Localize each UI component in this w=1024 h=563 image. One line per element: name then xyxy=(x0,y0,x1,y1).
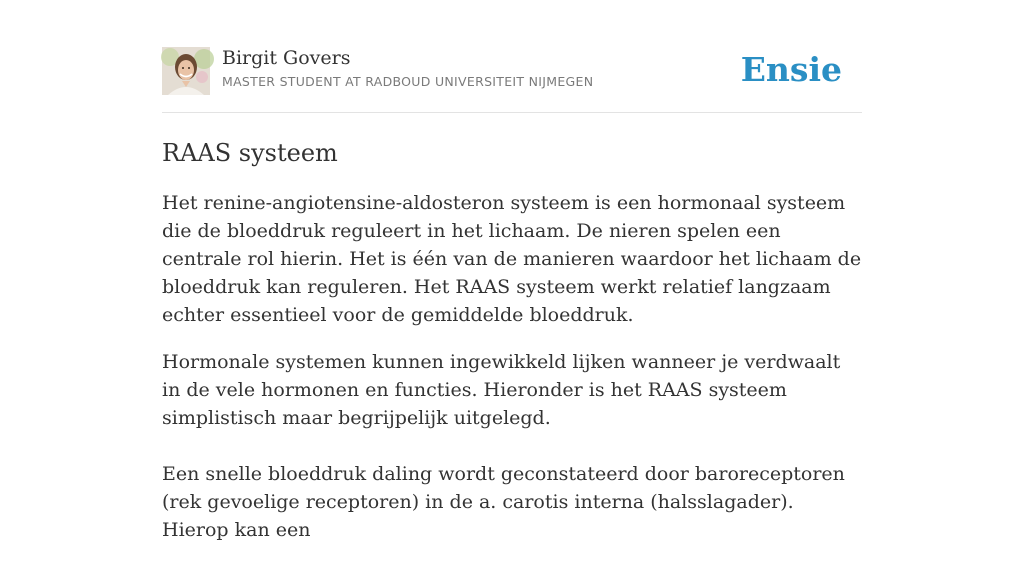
article-title: RAAS systeem xyxy=(162,139,338,167)
article-paragraph: Een snelle bloeddruk daling wordt geconstateerd door baroreceptoren (rek gevoelige receptoren) in de a. carotis interna (halsslagader). Hierop kan een xyxy=(162,463,845,541)
article-body xyxy=(162,189,862,563)
author-header xyxy=(162,0,862,113)
author-name[interactable]: Birgit Govers xyxy=(222,47,351,69)
brand-logo[interactable]: Ensie xyxy=(740,50,842,89)
article-paragraph: Het renine-angiotensine-aldosteron systeem is een hormonaal systeem die de bloeddruk reguleert in het lichaam. De nieren spelen een centrale rol hierin. Het is één van de manieren waardoor het lichaam de bloeddruk kan reguleren. Het RAAS systeem werkt relatief langzaam echter essentieel voor de gemiddelde bloeddruk. xyxy=(162,192,862,326)
avatar[interactable] xyxy=(162,47,210,95)
author-role: MASTER STUDENT AT RADBOUD UNIVERSITEIT NIJMEGEN xyxy=(222,74,594,89)
avatar-image xyxy=(162,47,210,95)
article-paragraph: Hormonale systemen kunnen ingewikkeld lijken wanneer je verdwaalt in de vele hormonen en functies. Hieronder is het RAAS systeem simplistisch maar begrijpelijk uitgelegd. xyxy=(162,351,841,429)
article-card xyxy=(162,0,862,541)
